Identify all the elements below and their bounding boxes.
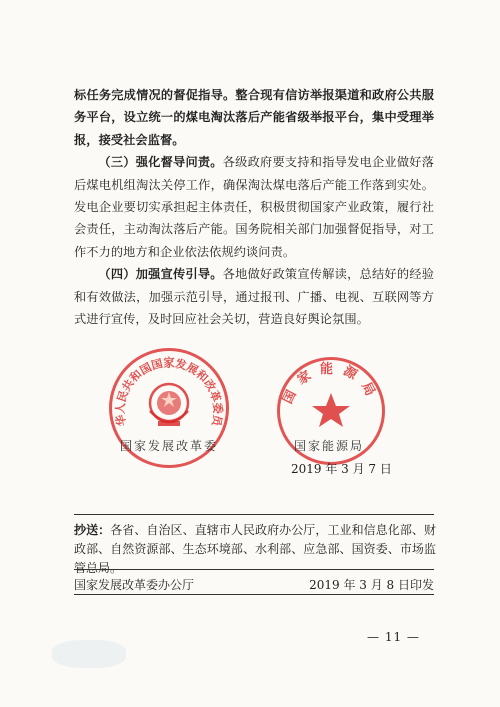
paragraph-1: 标任务完成情况的督促指导。整合现有信访举报渠道和政府公共服务平台，设立统一的煤电淘汰落后产能省级举报平台，集中受理举报，接受社会监督。 bbox=[74, 88, 434, 147]
cc-label: 抄送： bbox=[74, 523, 111, 537]
print-date: 2019 年 3 月 8 日印发 bbox=[309, 578, 434, 592]
section-3-text: 各级政府要支持和指导发电企业做好落后煤电机组淘汰关停工作，确保淘汰煤电落后产能工作落到实处。发电企业要切实承担起主体责任，积极贯彻国家产业政策，履行社会责任，主动淘汰落后产能。国务院相关部门加强督促指导，对工作不力的地方和企业依法依规约谈问责。 bbox=[74, 155, 435, 259]
paper-stain bbox=[52, 640, 126, 668]
signature-date: 2019 年 3 月 7 日 bbox=[291, 462, 392, 476]
ndrc-unit-name: 国家发展改革委 bbox=[120, 439, 219, 453]
nea-unit-name: 国家能源局 bbox=[294, 439, 365, 453]
ndrc-seal-ring-text: 中华人民共和国国家发展和改革委员会 bbox=[106, 341, 225, 428]
footer-rule-bottom bbox=[74, 594, 434, 595]
footer-rule-top bbox=[74, 514, 434, 515]
section-3-title: （三）强化督导问责。 bbox=[98, 155, 223, 170]
section-3 bbox=[74, 151, 434, 263]
cc-recipients: 各省、自治区、直辖市人民政府办公厅，工业和信息化部、财政部、自然资源部、生态环境部、水利部、应急部、国资委、市场监管总局。 bbox=[74, 523, 436, 575]
section-4-title: （四）加强宣传引导。 bbox=[98, 267, 223, 282]
nea-seal-ring-text: 国家能源局 bbox=[280, 361, 382, 407]
section-4-text: 各地做好政策宣传解读，总结好的经验和有效做法，加强示范引导，通过报刊、广播、电视、互联网等方式进行宣传，及时回应社会关切，营造良好舆论氛围。 bbox=[74, 267, 435, 327]
footer-rule-mid bbox=[74, 569, 434, 570]
section-4 bbox=[74, 263, 434, 330]
body-text bbox=[74, 84, 434, 330]
issuing-office: 国家发展改革委办公厅 bbox=[74, 578, 195, 592]
page-number: — 11 — bbox=[367, 630, 420, 644]
